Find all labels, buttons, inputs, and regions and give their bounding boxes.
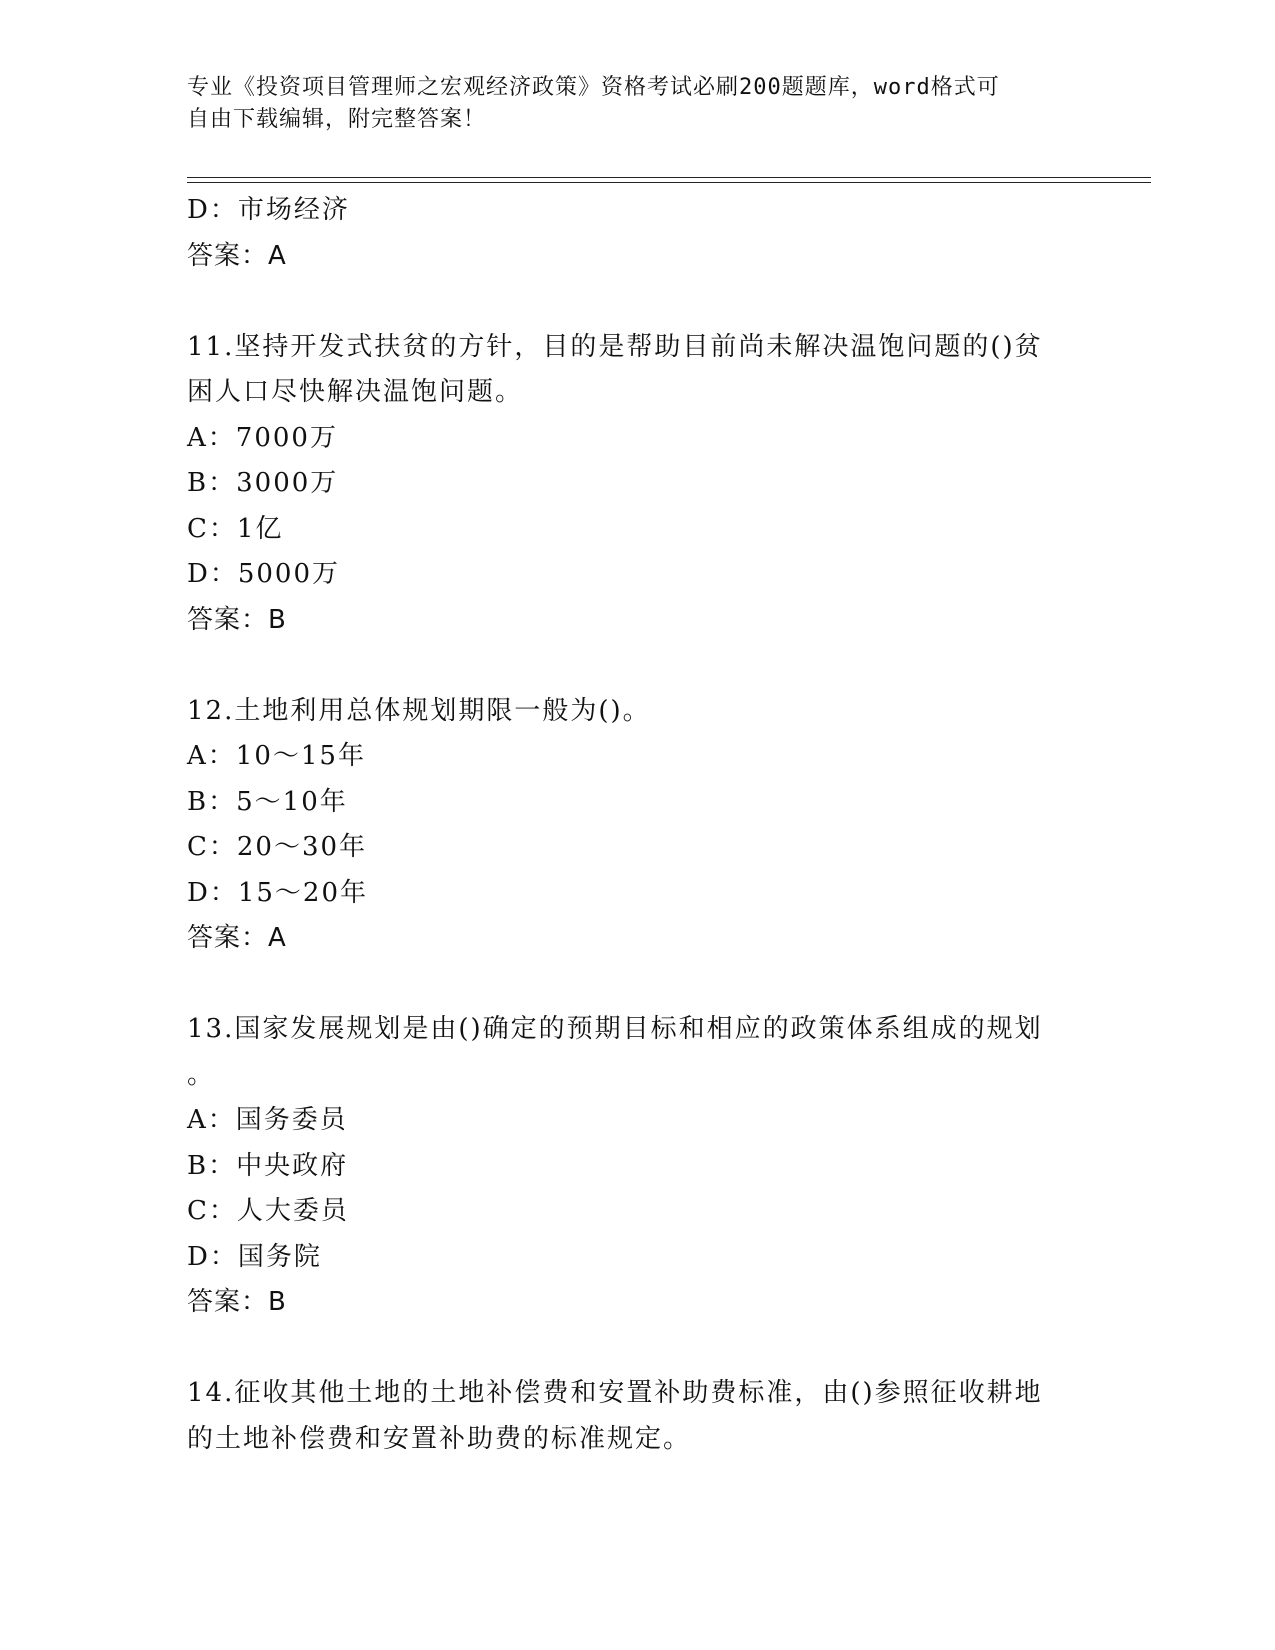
- option-b: B：5～10年: [187, 786, 348, 817]
- option-a: A：10～15年: [187, 741, 366, 771]
- question-list: [187, 188, 1087, 1462]
- option-d: D：市场经济: [187, 195, 350, 225]
- question-stem-continued: 的土地补偿费和安置补助费的标准规定。: [187, 1423, 692, 1454]
- question-13: [187, 1007, 1087, 1326]
- spacer: [187, 643, 1087, 689]
- answer-line: 答案：A: [187, 923, 287, 953]
- question-stem: 11.坚持开发式扶贫的方针，目的是帮助目前尚未解决温饱问题的()贫: [187, 331, 1043, 362]
- option-c: C：1亿: [187, 513, 284, 544]
- question-stem: 13.国家发展规划是由()确定的预期目标和相应的政策体系组成的规划: [187, 1014, 1043, 1044]
- question-14: [187, 1371, 1087, 1462]
- document-header: [187, 72, 1067, 136]
- option-d: D：15～20年: [187, 877, 369, 908]
- option-b: B：中央政府: [187, 1150, 349, 1181]
- option-d: D：国务院: [187, 1241, 322, 1272]
- spacer: [187, 962, 1087, 1008]
- answer-line: 答案：B: [187, 1287, 287, 1317]
- question-stem: 14.征收其他土地的土地补偿费和安置补助费标准，由()参照征收耕地: [187, 1378, 1043, 1408]
- option-a: A：7000万: [187, 422, 338, 453]
- question-stem-continued: 。: [187, 1059, 216, 1090]
- question-stem: 12.土地利用总体规划期限一般为()。: [187, 695, 651, 726]
- spacer: [187, 279, 1087, 325]
- option-b: B：3000万: [187, 468, 339, 498]
- answer-line: 答案：B: [187, 604, 287, 635]
- question-12: [187, 689, 1087, 962]
- option-c: C：人大委员: [187, 1196, 349, 1226]
- spacer: [187, 1326, 1087, 1372]
- option-d: D：5000万: [187, 559, 341, 589]
- option-a: A：国务委员: [187, 1105, 348, 1135]
- option-c: C：20～30年: [187, 832, 368, 862]
- question-11: [187, 325, 1087, 644]
- header-title-line-1: 专业《投资项目管理师之宏观经济政策》资格考试必刷200题题库，word格式可: [187, 75, 1000, 100]
- header-divider-top: [187, 177, 1151, 178]
- header-divider-bottom: [187, 182, 1151, 183]
- header-title-line-2: 自由下载编辑，附完整答案！: [187, 107, 487, 132]
- question-stem-continued: 困人口尽快解决温饱问题。: [187, 377, 524, 407]
- answer-line: 答案：A: [187, 240, 287, 271]
